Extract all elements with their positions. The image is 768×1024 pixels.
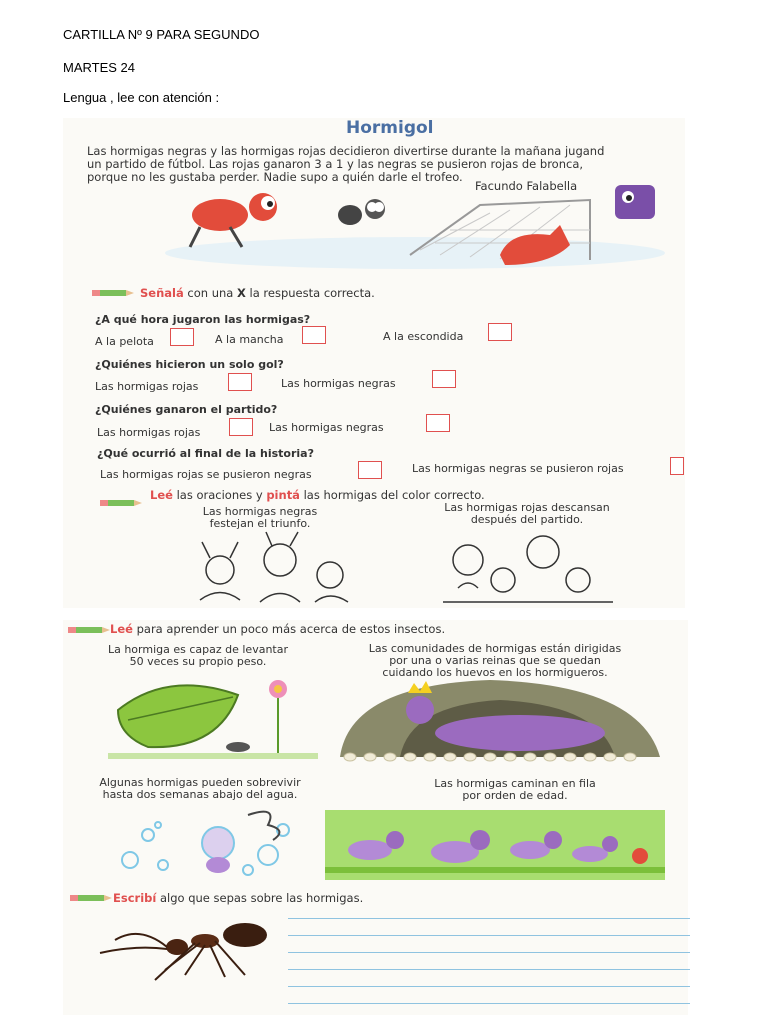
q1-option-3-checkbox[interactable]: [488, 323, 512, 341]
fact4-line-1: Las hormigas caminan en fila: [434, 777, 596, 790]
exercise1-x: X: [236, 286, 246, 300]
exercise2-text-rest: las hormigas del color correcto.: [299, 488, 485, 502]
question-2: ¿Quiénes hicieron un solo gol?: [95, 358, 284, 371]
exercise4-text: algo que sepas sobre las hormigas.: [156, 891, 364, 905]
writing-line-4[interactable]: [288, 969, 690, 970]
exercise2-verb-2: pintá: [266, 488, 300, 502]
fact1-line-1: La hormiga es capaz de levantar: [107, 643, 289, 656]
ant-photo: [85, 905, 285, 985]
writing-line-3[interactable]: [288, 952, 690, 953]
q1-option-2-checkbox[interactable]: [302, 326, 326, 344]
right-caption-1: Las hormigas rojas descansan: [444, 501, 610, 514]
q2-option-2: Las hormigas negras: [281, 377, 396, 390]
q3-option-2: Las hormigas negras: [269, 421, 384, 434]
exercise2-instruction: [150, 488, 485, 502]
q1-option-2: A la mancha: [215, 333, 284, 346]
resting-ants-coloring: [428, 530, 628, 606]
soccer-ants-illustration: [150, 185, 670, 275]
header-line-3: Lengua , lee con atención :: [63, 90, 220, 105]
fact2-line-1: Las comunidades de hormigas están dirigidas: [368, 642, 622, 655]
exercise3-verb: Leé: [110, 622, 133, 636]
writing-line-1[interactable]: [288, 918, 690, 919]
q1-option-1-checkbox[interactable]: [170, 328, 194, 346]
black-ant-icon: [338, 199, 385, 225]
ants-walking-in-line-illustration: [325, 810, 665, 880]
underwater-ant-illustration: [118, 805, 298, 880]
celebrating-ants-coloring: [180, 530, 380, 606]
q3-option-1-checkbox[interactable]: [229, 418, 253, 436]
left-caption-2: festejan el triunfo.: [209, 517, 311, 530]
queen-ant-anthill-illustration: [330, 675, 665, 765]
exercise1-instruction: [140, 286, 375, 300]
ant-lifting-leaf-illustration: [108, 675, 318, 765]
exercise3-instruction: [110, 622, 445, 636]
q3-option-1: Las hormigas rojas: [97, 426, 201, 439]
fact2-line-3: cuidando los huevos en los hormigueros.: [382, 666, 608, 679]
fact3-line-2: hasta dos semanas abajo del agua.: [102, 788, 298, 801]
left-caption-1: Las hormigas negras: [202, 505, 318, 518]
q4-option-1-checkbox[interactable]: [358, 461, 382, 479]
pencil-icon: [68, 624, 112, 636]
question-3: ¿Quiénes ganaron el partido?: [95, 403, 278, 416]
writing-line-5[interactable]: [288, 986, 690, 987]
story-line-2: un partido de fútbol. Las rojas ganaron 3 a 1 y las negras se pusieron rojas de bronca,: [87, 157, 584, 171]
fact2-line-2: por una o varias reinas que se quedan: [389, 654, 601, 667]
q2-option-2-checkbox[interactable]: [432, 370, 456, 388]
pencil-icon: [70, 892, 114, 904]
question-1: ¿A qué hora jugaron las hormigas?: [95, 313, 311, 326]
story-line-3: porque no les gustaba perder. Nadie supo a quién darle el trofeo.: [87, 170, 463, 184]
pencil-icon: [92, 287, 136, 299]
exercise1-text-a: con una: [183, 286, 237, 300]
fact3-line-1: Algunas hormigas pueden sobrevivir: [99, 776, 301, 789]
q4-option-2-checkbox[interactable]: [670, 457, 684, 475]
header-line-1: CARTILLA Nº 9 PARA SEGUNDO: [63, 27, 260, 42]
writing-line-2[interactable]: [288, 935, 690, 936]
q1-option-1: A la pelota: [95, 335, 154, 348]
purple-creature-icon: [615, 185, 655, 219]
exercise3-text: para aprender un poco más acerca de estos insectos.: [132, 622, 446, 636]
right-caption-2: después del partido.: [470, 513, 584, 526]
exercise1-text-b: la respuesta correcta.: [245, 286, 375, 300]
exercise4-instruction: [113, 891, 363, 905]
q4-option-1: Las hormigas rojas se pusieron negras: [100, 468, 312, 481]
q2-option-1: Las hormigas rojas: [95, 380, 199, 393]
q3-option-2-checkbox[interactable]: [426, 414, 450, 432]
story-title: Hormigol: [346, 118, 434, 138]
fact4-line-2: por orden de edad.: [462, 789, 568, 802]
question-4: ¿Qué ocurrió al final de la historia?: [97, 447, 314, 460]
exercise4-verb: Escribí: [113, 891, 157, 905]
story-author: Facundo Falabella: [475, 179, 578, 193]
q1-option-3: A la escondida: [383, 330, 464, 343]
fact1-line-2: 50 veces su propio peso.: [129, 655, 267, 668]
writing-line-6[interactable]: [288, 1003, 690, 1004]
exercise2-text-mid: las oraciones y: [172, 488, 267, 502]
exercise1-verb: Señalá: [140, 286, 184, 300]
q2-option-1-checkbox[interactable]: [228, 373, 252, 391]
header-line-2: MARTES 24: [63, 60, 136, 75]
red-ant-icon: [190, 193, 277, 247]
story-line-1: Las hormigas negras y las hormigas rojas decidieron divertirse durante la mañana jugand: [87, 144, 605, 158]
exercise2-verb-1: Leé: [150, 488, 173, 502]
pencil-icon: [100, 497, 144, 509]
q4-option-2: Las hormigas negras se pusieron rojas: [412, 462, 624, 475]
